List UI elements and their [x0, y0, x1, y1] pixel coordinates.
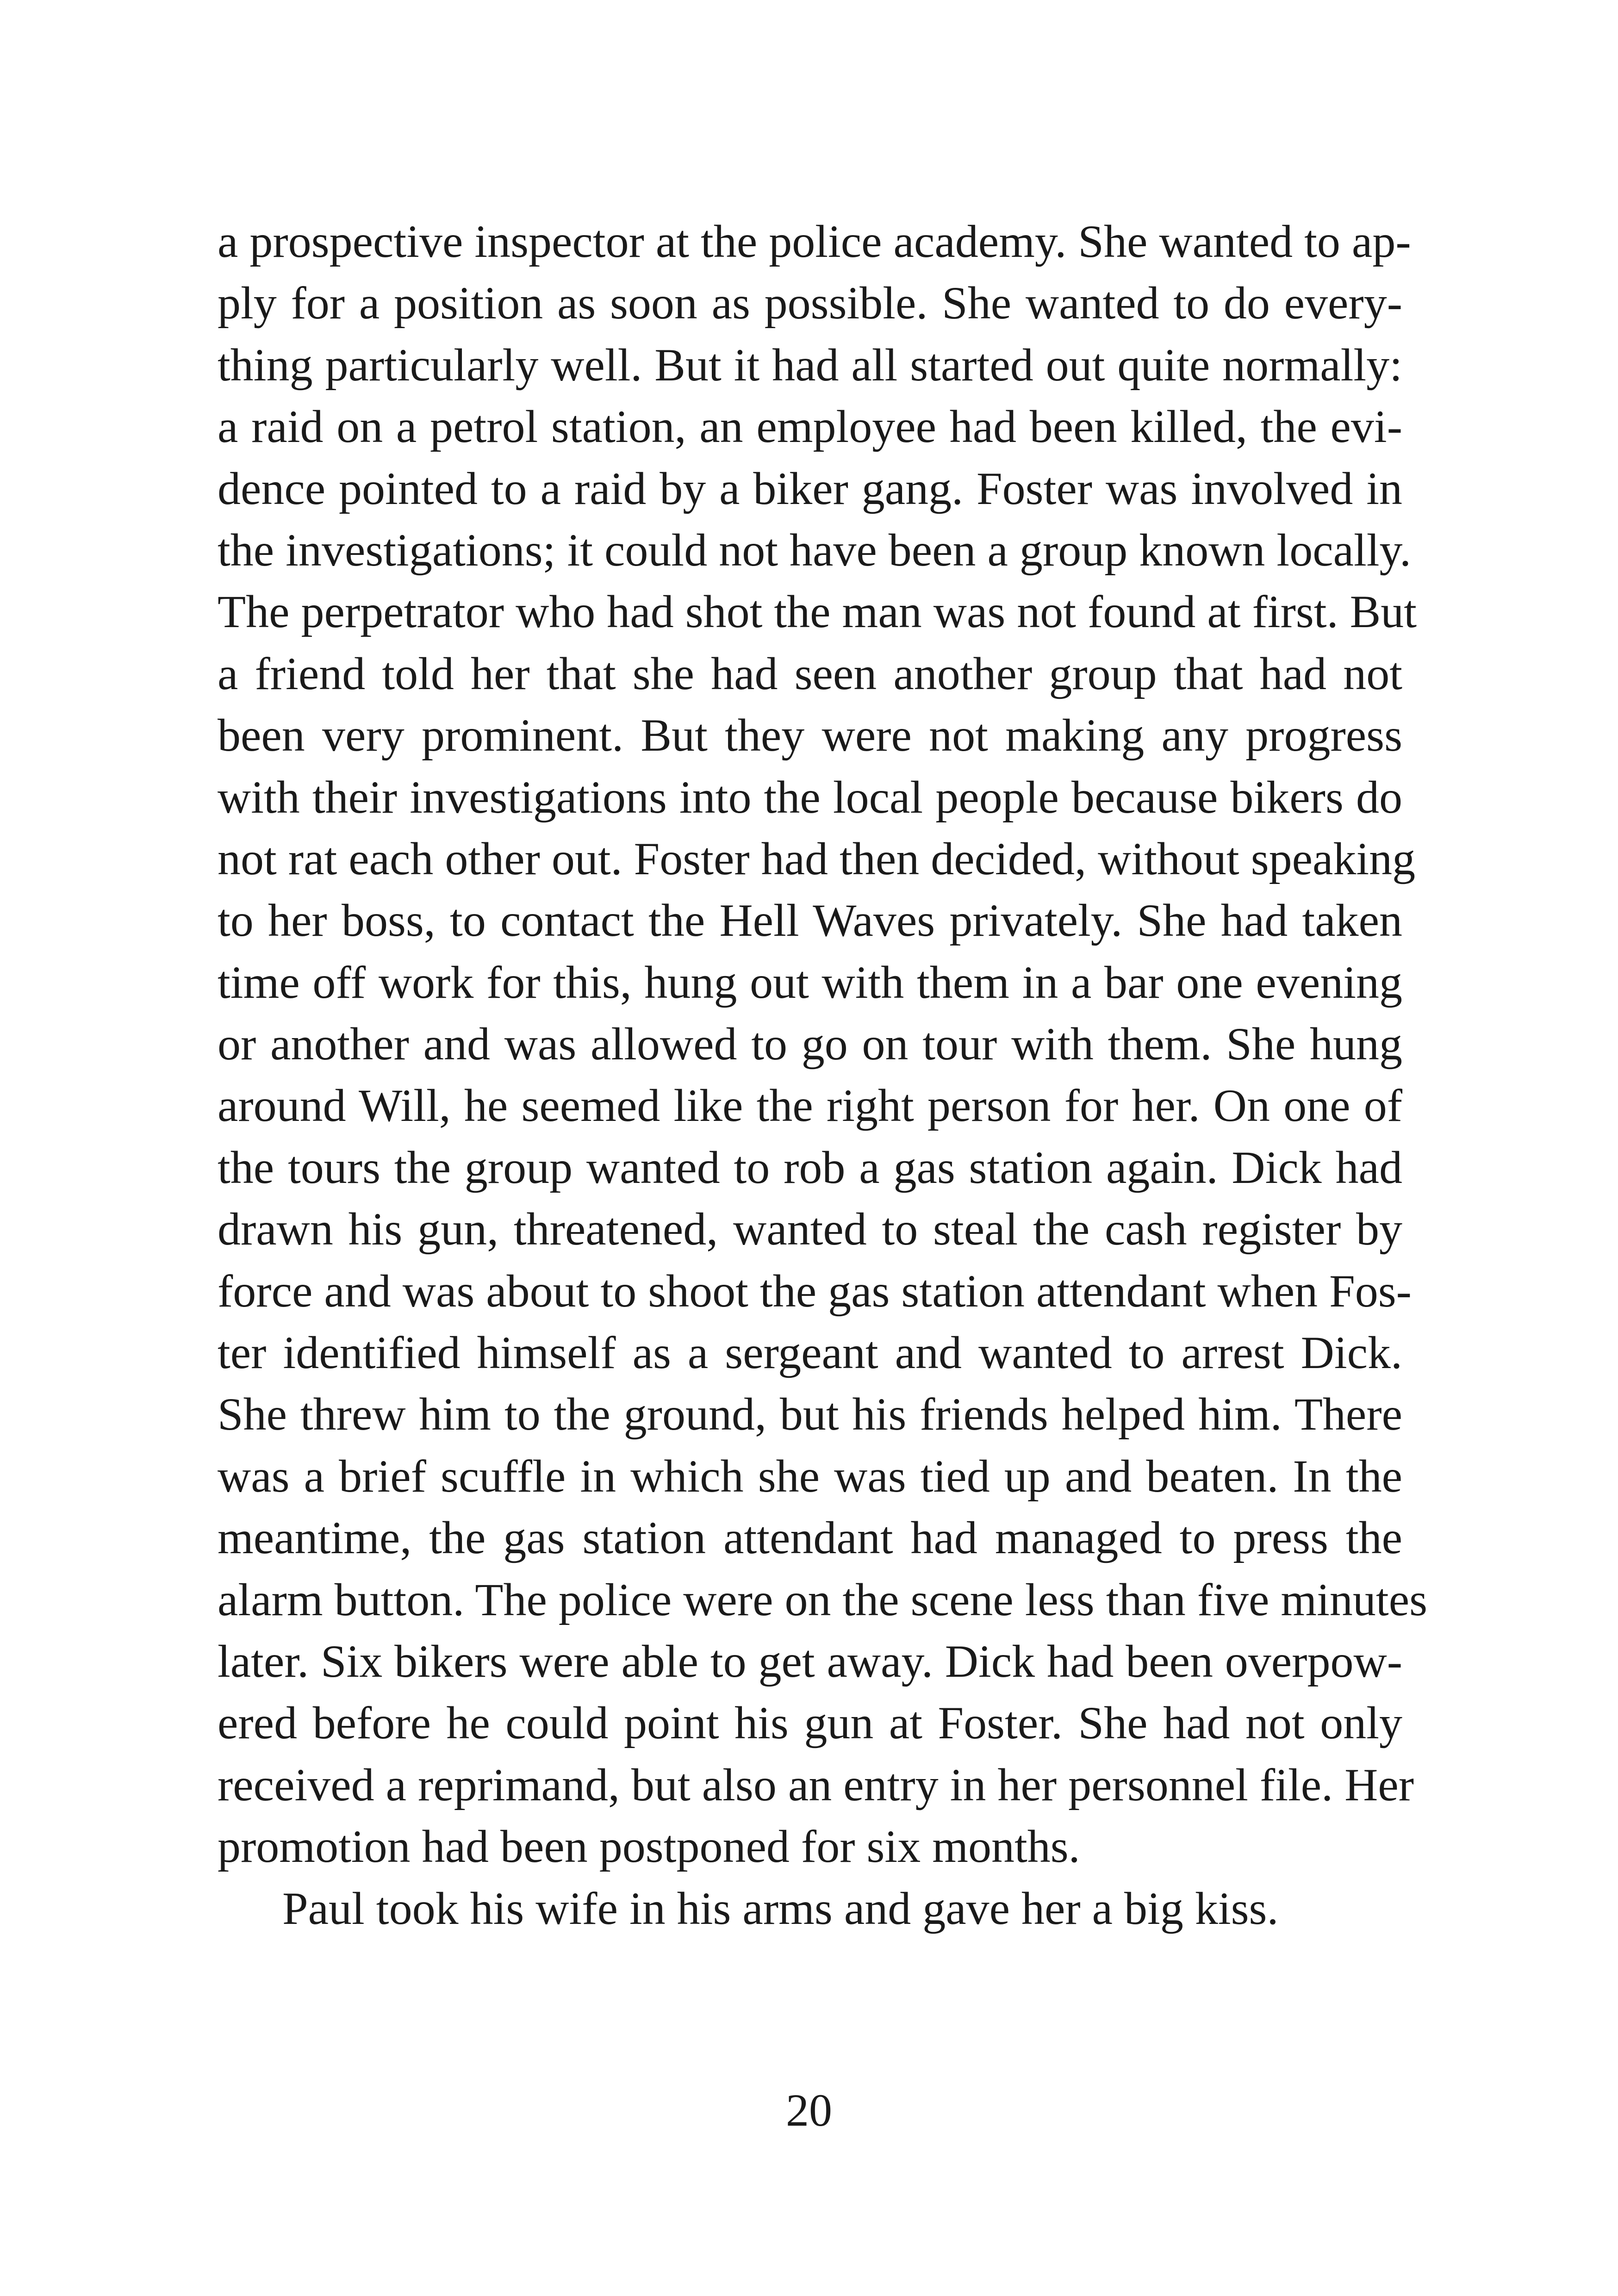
text-line: been very prominent. But they were not making any progress — [218, 709, 1402, 761]
text-line: force and was about to shoot the gas station attendant when Fos- — [218, 1265, 1412, 1317]
text-line: a raid on a petrol station, an employee had been killed, the evi- — [218, 401, 1402, 453]
text-line: the tours the group wanted to rob a gas station again. Dick had — [218, 1141, 1402, 1193]
text-line: Paul took his wife in his arms and gave her a big kiss. — [282, 1882, 1279, 1934]
text-line: meantime, the gas station attendant had managed to press the — [218, 1512, 1402, 1564]
text-line: received a reprimand, but also an entry in her personnel file. Her — [218, 1759, 1414, 1811]
text-line: promotion had been postponed for six months. — [218, 1821, 1080, 1873]
text-line: thing particularly well. But it had all started out quite normally: — [218, 339, 1402, 391]
text-line: later. Six bikers were able to get away. Dick had been overpow- — [218, 1635, 1402, 1687]
page-number: 20 — [786, 2084, 832, 2136]
text-line: alarm button. The police were on the scene less than five minutes — [218, 1574, 1428, 1625]
text-line: a prospective inspector at the police academy. She wanted to ap- — [218, 216, 1411, 267]
text-line: ered before he could point his gun at Foster. She had not only — [218, 1697, 1402, 1749]
text-line: dence pointed to a raid by a biker gang. Foster was involved in — [218, 462, 1402, 514]
text-line: with their investigations into the local people because bikers do — [218, 771, 1402, 823]
text-line: was a brief scuffle in which she was tied up and beaten. In the — [218, 1450, 1402, 1502]
text-line: She threw him to the ground, but his friends helped him. There — [218, 1388, 1402, 1440]
text-line: around Will, he seemed like the right person for her. On one of — [218, 1080, 1402, 1132]
text-line: not rat each other out. Foster had then decided, without speaking — [218, 833, 1416, 884]
text-line: to her boss, to contact the Hell Waves privately. She had taken — [218, 895, 1402, 946]
text-line: a friend told her that she had seen another group that had not — [218, 647, 1402, 699]
text-line: ter identified himself as a sergeant and wanted to arrest Dick. — [218, 1327, 1402, 1379]
body-text — [218, 211, 1428, 1939]
text-line: the investigations; it could not have been a group known locally. — [218, 524, 1412, 576]
paragraph — [218, 1878, 1402, 1939]
text-line: time off work for this, hung out with them in a bar one evening — [218, 956, 1402, 1008]
text-line: ply for a position as soon as possible. She wanted to do every- — [218, 277, 1402, 329]
text-line: drawn his gun, threatened, wanted to steal the cash register by — [218, 1203, 1402, 1255]
text-line: The perpetrator who had shot the man was not found at first. But — [218, 586, 1417, 638]
paragraph — [218, 211, 1428, 1878]
text-line: or another and was allowed to go on tour with them. She hung — [218, 1018, 1402, 1070]
